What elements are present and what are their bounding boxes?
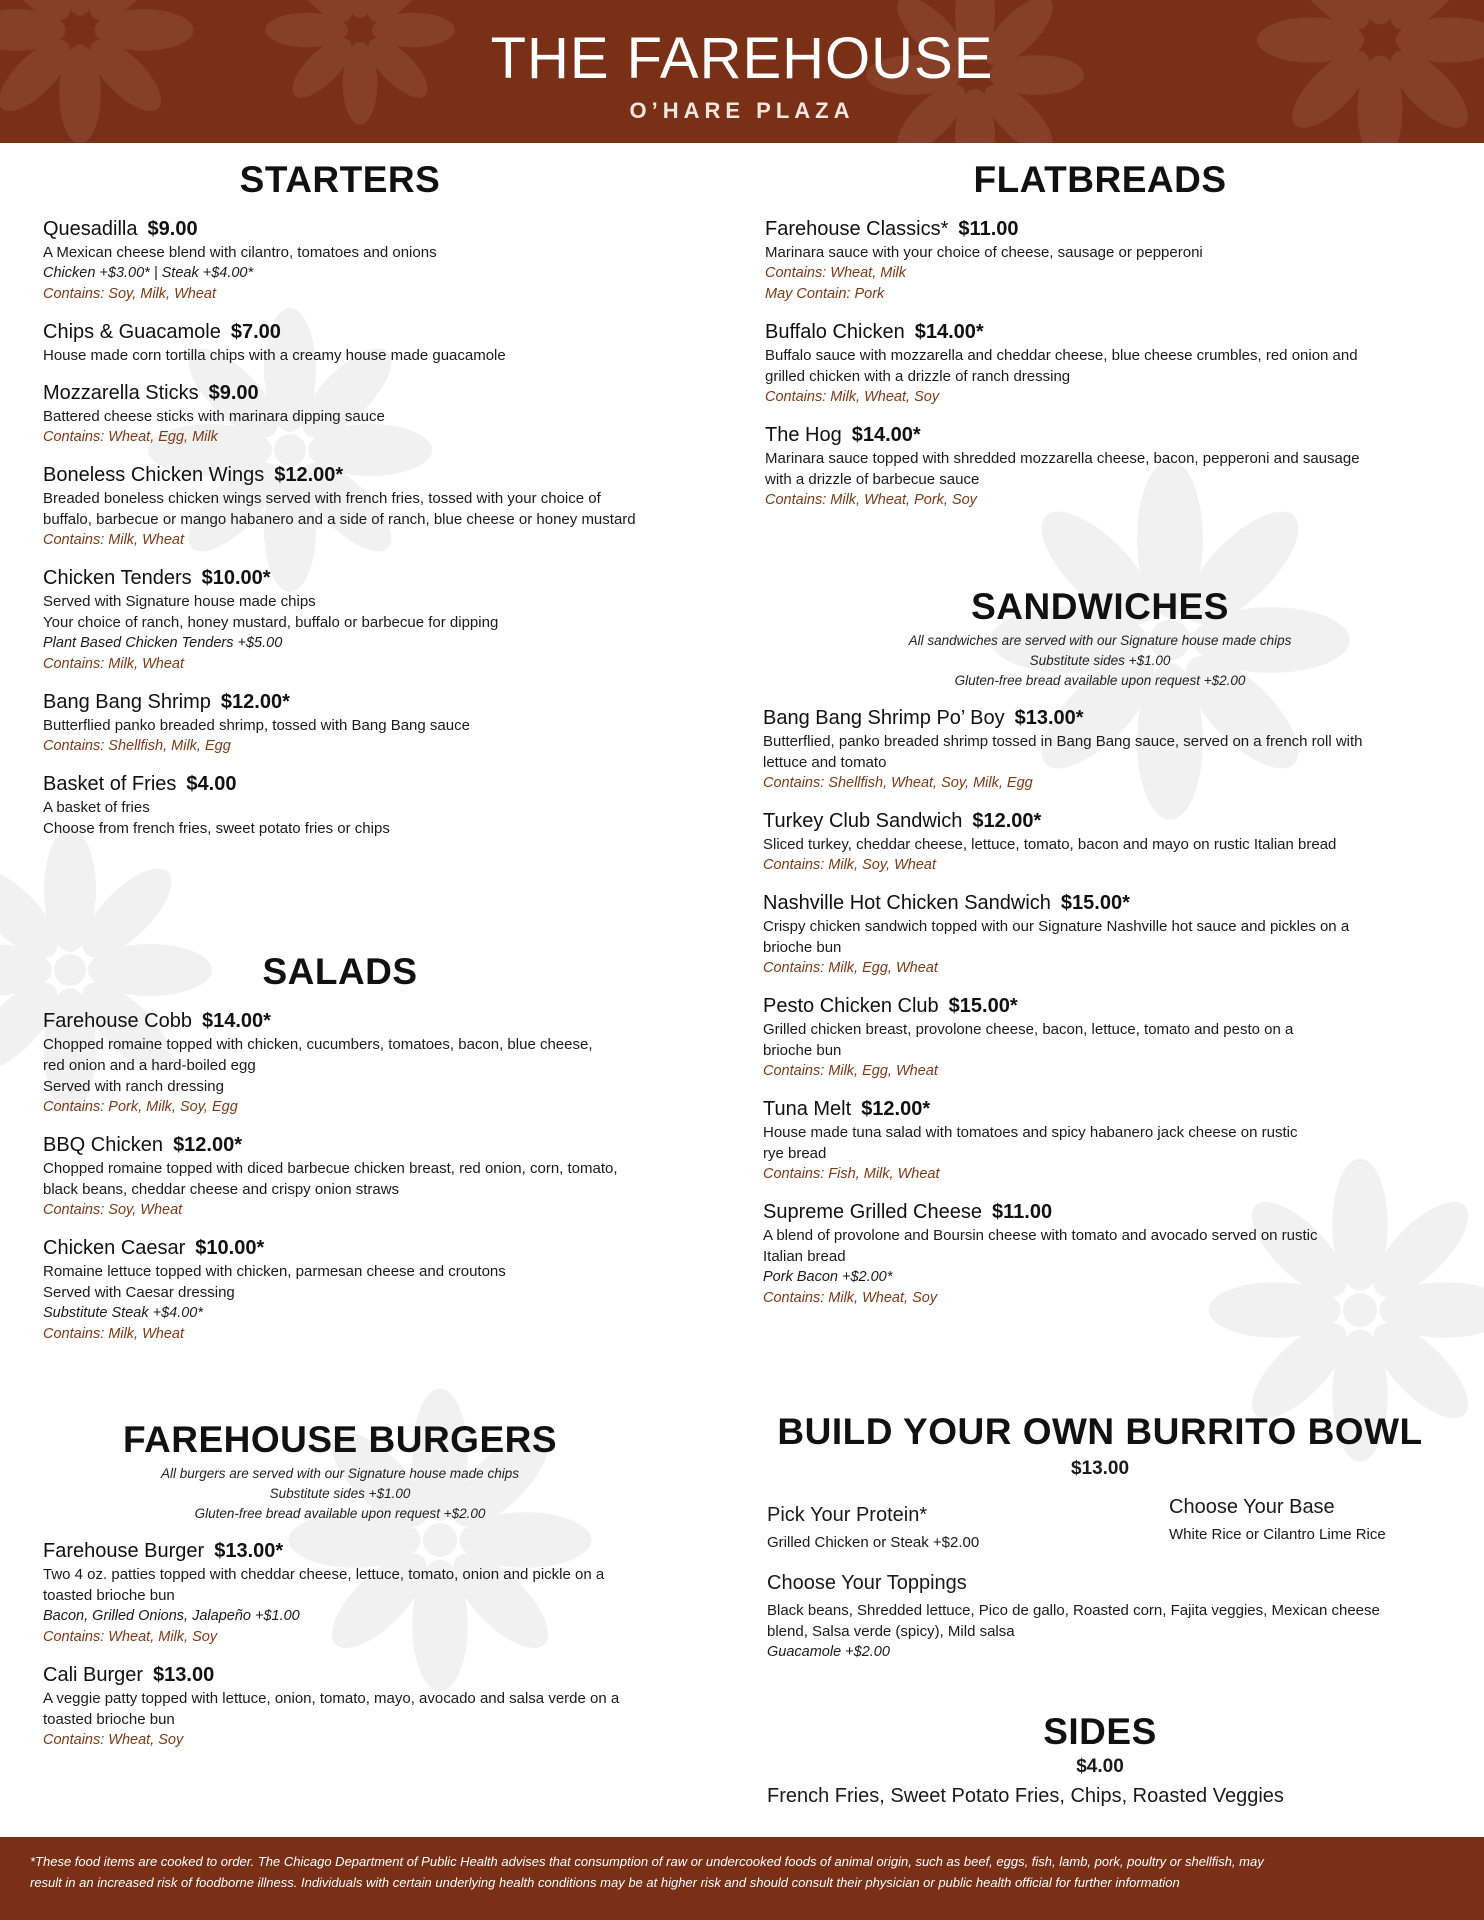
menu-item-description: brioche bun bbox=[763, 1042, 842, 1059]
sides-section bbox=[730, 1710, 1470, 1810]
menu-item-addon: Plant Based Chicken Tenders +$5.00 bbox=[43, 635, 283, 651]
menu-item-name: Basket of Fries bbox=[43, 773, 177, 795]
brand-logo: THE FAREHOUSE bbox=[490, 26, 994, 91]
menu-item-price: $12.00* bbox=[972, 810, 1042, 832]
section-title: FLATBREADS bbox=[973, 159, 1227, 200]
menu-item-header bbox=[763, 1096, 1453, 1122]
menu-item-price: $12.00* bbox=[173, 1134, 243, 1156]
menu-item-description: red onion and a hard-boiled egg bbox=[43, 1057, 256, 1074]
burgers-notes bbox=[0, 1464, 680, 1524]
menu-item-name: Chips & Guacamole bbox=[43, 321, 221, 343]
menu-item-name: Quesadilla bbox=[43, 218, 138, 240]
menu-item bbox=[43, 380, 723, 448]
section-note: Substitute sides +$1.00 bbox=[1029, 653, 1171, 668]
menu-item-addon: Chicken +$3.00* | Steak +$4.00* bbox=[43, 265, 254, 281]
menu-item-description: A Mexican cheese blend with cilantro, tomatoes and onions bbox=[43, 244, 437, 261]
footer-banner bbox=[0, 1837, 1484, 1920]
menu-item-description: House made corn tortilla chips with a creamy house made guacamole bbox=[43, 347, 506, 364]
menu-item-allergens: Contains: Milk, Soy, Wheat bbox=[763, 857, 936, 873]
menu-item-description: Choose from french fries, sweet potato fries or chips bbox=[43, 820, 390, 837]
menu-item-price: $12.00* bbox=[220, 691, 290, 713]
toppings-block bbox=[767, 1570, 1467, 1663]
section-note: Gluten-free bread available upon request +$2.00 bbox=[954, 673, 1246, 688]
base-block bbox=[1169, 1494, 1469, 1545]
menu-item-description: Butterflied, panko breaded shrimp tossed in Bang Bang sauce, served on a french roll with bbox=[763, 733, 1363, 750]
menu-item-description: Chopped romaine topped with diced barbecue chicken breast, red onion, corn, tomato, bbox=[43, 1160, 618, 1177]
section-title: SANDWICHES bbox=[971, 586, 1229, 627]
menu-item-header bbox=[43, 1008, 723, 1034]
menu-item-description: buffalo, barbecue or mango habanero and a side of ranch, blue cheese or honey mustard bbox=[43, 511, 636, 528]
menu-item-description: Served with Caesar dressing bbox=[43, 1284, 235, 1301]
menu-item bbox=[43, 1235, 723, 1345]
menu-item-header bbox=[763, 705, 1453, 731]
menu-item-description: Crispy chicken sandwich topped with our Signature Nashville hot sauce and pickles on a bbox=[763, 918, 1350, 935]
menu-item-allergens: Contains: Milk, Wheat bbox=[43, 656, 185, 672]
menu-item-name: Mozzarella Sticks bbox=[43, 382, 199, 404]
section-note: All burgers are served with our Signature house made chips bbox=[161, 1466, 519, 1481]
menu-item-allergens: Contains: Milk, Wheat bbox=[43, 1326, 185, 1342]
disclaimer-line: *These food items are cooked to order. The Chicago Department of Public Health advises that consumption of raw or undercooked foods of animal origin, such as beef, eggs, fish, lamb, pork, poultry or shellfish, may bbox=[30, 1854, 1264, 1869]
menu-item-allergens: Contains: Wheat, Egg, Milk bbox=[43, 429, 218, 445]
menu-item bbox=[43, 1008, 723, 1118]
section-title: BUILD YOUR OWN BURRITO BOWL bbox=[777, 1411, 1423, 1452]
menu-item-description: Romaine lettuce topped with chicken, parmesan cheese and croutons bbox=[43, 1263, 506, 1280]
menu-item-header bbox=[763, 1199, 1453, 1225]
menu-item-allergens: Contains: Milk, Wheat, Soy bbox=[763, 1290, 938, 1306]
menu-item-description: toasted brioche bun bbox=[43, 1587, 175, 1604]
flatbreads-section bbox=[765, 158, 1455, 511]
menu-item-description: black beans, cheddar cheese and crispy onion straws bbox=[43, 1181, 400, 1198]
menu-item-header bbox=[43, 1132, 723, 1158]
menu-item bbox=[765, 319, 1455, 408]
menu-item-price: $11.00 bbox=[992, 1201, 1053, 1223]
menu-item-allergens: Contains: Shellfish, Milk, Egg bbox=[43, 738, 231, 754]
menu-item-allergens: Contains: Fish, Milk, Wheat bbox=[763, 1166, 940, 1182]
menu-item-allergens: Contains: Wheat, Milk bbox=[765, 265, 907, 281]
menu-item bbox=[763, 705, 1453, 794]
menu-item-price: $15.00* bbox=[1060, 892, 1130, 914]
menu-item-header bbox=[43, 771, 723, 797]
menu-item-price: $9.00 bbox=[147, 218, 198, 240]
section-title: SALADS bbox=[262, 951, 418, 992]
health-disclaimer bbox=[30, 1851, 1454, 1893]
menu-item bbox=[43, 216, 723, 305]
protein-options: Grilled Chicken or Steak +$2.00 bbox=[767, 1534, 980, 1551]
menu-item bbox=[43, 462, 723, 551]
menu-item-description: Breaded boneless chicken wings served with french fries, tossed with your choice of bbox=[43, 490, 601, 507]
menu-item-description: lettuce and tomato bbox=[763, 754, 887, 771]
menu-item-price: $9.00 bbox=[208, 382, 259, 404]
toppings-addon: Guacamole +$2.00 bbox=[767, 1644, 890, 1660]
menu-item-price: $11.00 bbox=[958, 218, 1019, 240]
section-title: SIDES bbox=[1043, 1711, 1157, 1752]
menu-item-description: Grilled chicken breast, provolone cheese, bacon, lettuce, tomato and pesto on a bbox=[763, 1021, 1294, 1038]
header-banner bbox=[0, 0, 1484, 143]
menu-item-price: $10.00* bbox=[201, 567, 271, 589]
menu-item-header bbox=[43, 689, 723, 715]
menu-item-price: $13.00* bbox=[1014, 707, 1084, 729]
menu-item-description: Marinara sauce topped with shredded mozzarella cheese, bacon, pepperoni and sausage bbox=[765, 450, 1360, 467]
salads-section bbox=[43, 950, 723, 1345]
menu-item-name: Farehouse Burger bbox=[43, 1540, 205, 1562]
menu-item-description: Buffalo sauce with mozzarella and cheddar cheese, blue cheese crumbles, red onion and bbox=[765, 347, 1358, 364]
menu-item-name: Boneless Chicken Wings bbox=[43, 464, 265, 486]
menu-item-header bbox=[43, 319, 723, 345]
menu-item bbox=[763, 808, 1453, 876]
section-note: Substitute sides +$1.00 bbox=[269, 1486, 411, 1501]
menu-item-header bbox=[765, 422, 1455, 448]
menu-item-header bbox=[43, 380, 723, 406]
menu-item-description: Italian bread bbox=[763, 1248, 846, 1265]
menu-item-header bbox=[765, 216, 1455, 242]
menu-item-description: Served with ranch dressing bbox=[43, 1078, 224, 1095]
menu-item-header bbox=[43, 1662, 723, 1688]
menu-item-addon: Substitute Steak +$4.00* bbox=[43, 1305, 204, 1321]
menu-item-header bbox=[763, 993, 1453, 1019]
toppings-options: Black beans, Shredded lettuce, Pico de gallo, Roasted corn, Fajita veggies, Mexican cheese bbox=[767, 1602, 1380, 1619]
sides-price: $4.00 bbox=[1076, 1756, 1124, 1777]
menu-item bbox=[765, 422, 1455, 511]
menu-item-allergens: Contains: Pork, Milk, Soy, Egg bbox=[43, 1099, 238, 1115]
menu-item-price: $13.00* bbox=[214, 1540, 284, 1562]
menu-item-price: $15.00* bbox=[948, 995, 1018, 1017]
menu-item-name: Chicken Tenders bbox=[43, 567, 192, 589]
menu-item bbox=[43, 771, 723, 839]
menu-item-header bbox=[43, 462, 723, 488]
menu-item-name: Buffalo Chicken bbox=[765, 321, 905, 343]
menu-item-description: Your choice of ranch, honey mustard, buffalo or barbecue for dipping bbox=[43, 614, 499, 631]
menu-item-name: Bang Bang Shrimp Po’ Boy bbox=[763, 707, 1005, 729]
menu-item-description: Chopped romaine topped with chicken, cucumbers, tomatoes, bacon, blue cheese, bbox=[43, 1036, 593, 1053]
menu-item-allergens: Contains: Soy, Milk, Wheat bbox=[43, 286, 216, 302]
menu-item bbox=[43, 1662, 723, 1751]
sandwiches-notes bbox=[730, 631, 1470, 691]
menu-item-description: Butterflied panko breaded shrimp, tossed with Bang Bang sauce bbox=[43, 717, 470, 734]
menu-item-price: $7.00 bbox=[230, 321, 281, 343]
menu-item-description: House made tuna salad with tomatoes and spicy habanero jack cheese on rustic bbox=[763, 1124, 1298, 1141]
menu-item-allergens: Contains: Milk, Egg, Wheat bbox=[763, 1063, 938, 1079]
menu-item bbox=[763, 890, 1453, 979]
menu-item-description: A blend of provolone and Boursin cheese with tomato and avocado served on rustic bbox=[763, 1227, 1318, 1244]
menu-item-header bbox=[43, 1538, 723, 1564]
menu-item-price: $13.00 bbox=[153, 1664, 215, 1686]
menu-item-header bbox=[43, 216, 723, 242]
menu-item-name: Farehouse Classics* bbox=[765, 218, 949, 240]
location-name: O’HARE PLAZA bbox=[629, 98, 855, 123]
burrito-bowl-section bbox=[730, 1410, 1470, 1660]
menu-item-name: Pesto Chicken Club bbox=[763, 995, 939, 1017]
menu-item bbox=[763, 1199, 1453, 1309]
base-options: White Rice or Cilantro Lime Rice bbox=[1169, 1526, 1386, 1543]
menu-item bbox=[43, 319, 723, 366]
menu-item-description: A veggie patty topped with lettuce, onion, tomato, mayo, avocado and salsa verde on a bbox=[43, 1690, 620, 1707]
menu-item-allergens: Contains: Milk, Wheat, Pork, Soy bbox=[765, 492, 977, 508]
menu-item-description: Sliced turkey, cheddar cheese, lettuce, tomato, bacon and mayo on rustic Italian bread bbox=[763, 836, 1337, 853]
menu-item-description: with a drizzle of barbecue sauce bbox=[765, 471, 980, 488]
menu-item-name: Supreme Grilled Cheese bbox=[763, 1201, 982, 1223]
menu-item bbox=[43, 1538, 723, 1648]
menu-item-allergens: Contains: Milk, Wheat, Soy bbox=[765, 389, 940, 405]
toppings-options: blend, Salsa verde (spicy), Mild salsa bbox=[767, 1623, 1015, 1640]
burrito-price: $13.00 bbox=[1070, 1458, 1130, 1479]
menu-item-description: A basket of fries bbox=[43, 799, 150, 816]
menu-item bbox=[763, 993, 1453, 1082]
protein-heading: Pick Your Protein* bbox=[767, 1504, 928, 1526]
menu-item-name: Turkey Club Sandwich bbox=[763, 810, 963, 832]
menu-item-name: The Hog bbox=[765, 424, 842, 446]
menu-item-price: $14.00* bbox=[851, 424, 921, 446]
menu-item-allergens: May Contain: Pork bbox=[765, 286, 885, 302]
menu-item-description: grilled chicken with a drizzle of ranch dressing bbox=[765, 368, 1071, 385]
menu-item-addon: Bacon, Grilled Onions, Jalapeño +$1.00 bbox=[43, 1608, 300, 1624]
menu-item-allergens: Contains: Wheat, Soy bbox=[43, 1732, 184, 1748]
menu-item bbox=[763, 1096, 1453, 1185]
menu-item-name: Bang Bang Shrimp bbox=[43, 691, 211, 713]
menu-item bbox=[43, 689, 723, 757]
menu-item-header bbox=[765, 319, 1455, 345]
menu-item-header bbox=[43, 1235, 723, 1261]
menu-item-price: $14.00* bbox=[914, 321, 984, 343]
menu-item-header bbox=[763, 808, 1453, 834]
sandwiches-section bbox=[763, 585, 1453, 1309]
menu-item-name: Tuna Melt bbox=[763, 1098, 852, 1120]
menu-item-description: toasted brioche bun bbox=[43, 1711, 175, 1728]
menu-item-name: Nashville Hot Chicken Sandwich bbox=[763, 892, 1051, 914]
menu-item-price: $10.00* bbox=[195, 1237, 265, 1259]
menu-item-addon: Pork Bacon +$2.00* bbox=[763, 1269, 893, 1285]
starters-section bbox=[43, 158, 723, 839]
menu-item-allergens: Contains: Milk, Egg, Wheat bbox=[763, 960, 938, 976]
menu-item-price: $4.00 bbox=[186, 773, 237, 795]
menu-item bbox=[765, 216, 1455, 305]
menu-item-price: $12.00* bbox=[274, 464, 344, 486]
menu-item-name: BBQ Chicken bbox=[43, 1134, 164, 1156]
sides-list: French Fries, Sweet Potato Fries, Chips, Roasted Veggies bbox=[767, 1785, 1284, 1807]
menu-item-allergens: Contains: Milk, Wheat bbox=[43, 532, 185, 548]
menu-item-name: Cali Burger bbox=[43, 1664, 144, 1686]
menu-item-description: Battered cheese sticks with marinara dipping sauce bbox=[43, 408, 385, 425]
menu-item-description: Marinara sauce with your choice of cheese, sausage or pepperoni bbox=[765, 244, 1203, 261]
menu-item-price: $14.00* bbox=[201, 1010, 271, 1032]
section-note: Gluten-free bread available upon request +$2.00 bbox=[194, 1506, 486, 1521]
menu-item-description: brioche bun bbox=[763, 939, 842, 956]
menu-item-header bbox=[43, 565, 723, 591]
burgers-section bbox=[43, 1418, 723, 1751]
menu-item-name: Chicken Caesar bbox=[43, 1237, 186, 1259]
section-title: FAREHOUSE BURGERS bbox=[122, 1419, 558, 1460]
menu-item-allergens: Contains: Soy, Wheat bbox=[43, 1202, 183, 1218]
menu-item-description: Served with Signature house made chips bbox=[43, 593, 316, 610]
section-note: All sandwiches are served with our Signature house made chips bbox=[908, 633, 1292, 648]
section-title: STARTERS bbox=[239, 159, 441, 200]
menu-item-price: $12.00* bbox=[861, 1098, 931, 1120]
menu-item-allergens: Contains: Wheat, Milk, Soy bbox=[43, 1629, 218, 1645]
menu-item-description: Two 4 oz. patties topped with cheddar cheese, lettuce, tomato, onion and pickle on a bbox=[43, 1566, 605, 1583]
protein-block bbox=[767, 1502, 1147, 1553]
disclaimer-line: result in an increased risk of foodborne illness. Individuals with certain underlying health conditions may be at higher risk and should consult their physician or public health official for further information bbox=[30, 1875, 1180, 1890]
menu-item-header bbox=[763, 890, 1453, 916]
menu-item-allergens: Contains: Shellfish, Wheat, Soy, Milk, Egg bbox=[763, 775, 1033, 791]
menu-item bbox=[43, 1132, 723, 1221]
menu-item-name: Farehouse Cobb bbox=[43, 1010, 192, 1032]
base-heading: Choose Your Base bbox=[1169, 1496, 1335, 1518]
toppings-heading: Choose Your Toppings bbox=[767, 1572, 967, 1594]
menu-item-description: rye bread bbox=[763, 1145, 827, 1162]
menu-item bbox=[43, 565, 723, 675]
